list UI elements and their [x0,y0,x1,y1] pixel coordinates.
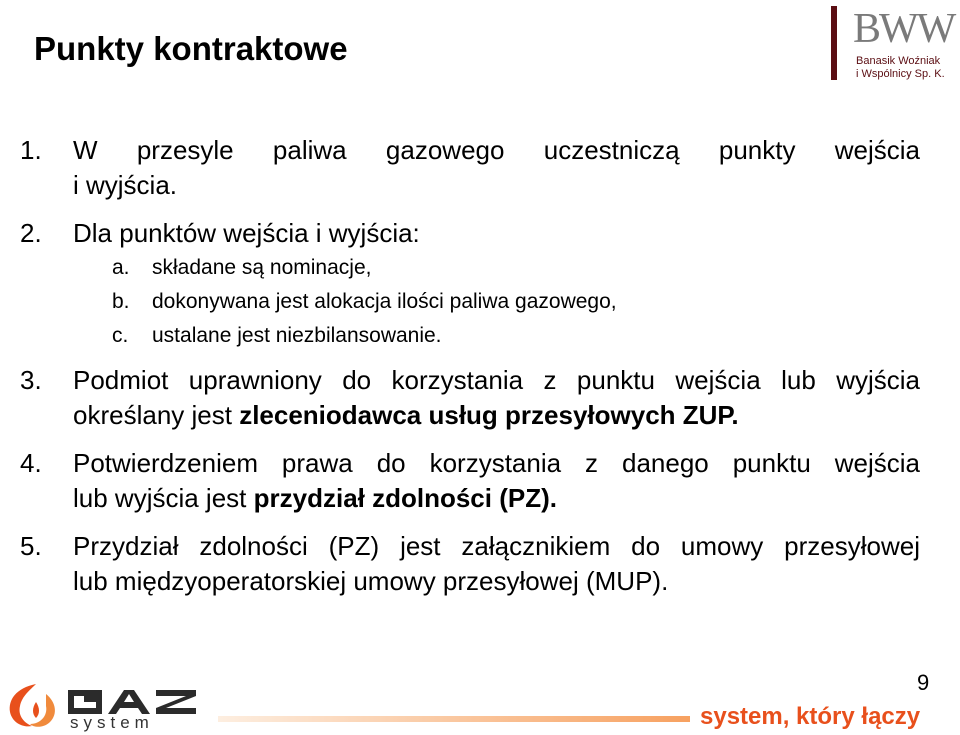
item-text: Dla punktów wejścia i wyjścia: [73,218,420,248]
item-text-bold: przydział zdolności (PZ). [253,483,557,513]
sub-item-letter: c. [112,324,129,347]
sub-list [20,251,920,353]
item-text-line2 [73,398,920,433]
sub-item-letter: b. [112,290,130,313]
footer-divider [218,716,690,722]
item-number: 1. [20,135,42,165]
item-text-line2: i wyjścia. [73,170,178,200]
gaz-wordmark [68,690,196,714]
item-text-line2 [73,481,920,516]
list-item-4 [20,446,920,516]
list-item-5 [20,529,920,599]
list-item-2 [20,216,920,251]
sub-item-b [20,285,920,319]
item-text-plain: określany jest [73,400,240,430]
flame-icon [10,684,55,727]
content-list [20,133,920,599]
logo-line-1: Banasik Woźniak [856,55,941,67]
item-number: 2. [20,218,42,248]
item-text-line1: Przydział zdolności (PZ) jest załącznikiem do umowy przesyłowej [73,531,920,561]
item-text-plain: lub wyjścia jest [73,483,254,513]
sub-item-text: składane są nominacje, [152,256,372,279]
item-text-line1: W przesyle paliwa gazowego uczestniczą punkty wejścia [73,135,920,165]
sub-item-text: dokonywana jest alokacja ilości paliwa gazowego, [152,290,617,313]
item-text-line1: Potwierdzeniem prawa do korzystania z danego punktu wejścia [73,448,920,478]
logo-bar [831,6,837,80]
list-item-3 [20,363,920,433]
sub-item-a [20,251,920,285]
page-title: Punkty kontraktowe [34,30,348,67]
item-number: 4. [20,448,42,478]
logo-mark: BWW [853,6,955,52]
gaz-system-text: system [70,713,154,732]
page-number: 9 [917,670,930,695]
sub-item-text: ustalane jest niezbilansowanie. [152,324,442,347]
item-text-bold: zleceniodawca usług przesyłowych ZUP. [239,400,739,430]
item-number: 3. [20,365,42,395]
list-item-1 [20,133,920,203]
sub-item-c [20,319,920,353]
logo-line-2: i Wspólnicy Sp. K. [856,68,945,80]
item-text-line1: Podmiot uprawniony do korzystania z punktu wejścia lub wyjścia [73,365,920,395]
item-number: 5. [20,531,42,561]
sub-item-letter: a. [112,256,130,279]
footer-slogan: system, który łączy [700,703,921,730]
item-text-line2: lub międzyoperatorskiej umowy przesyłowej (MUP). [73,566,669,596]
